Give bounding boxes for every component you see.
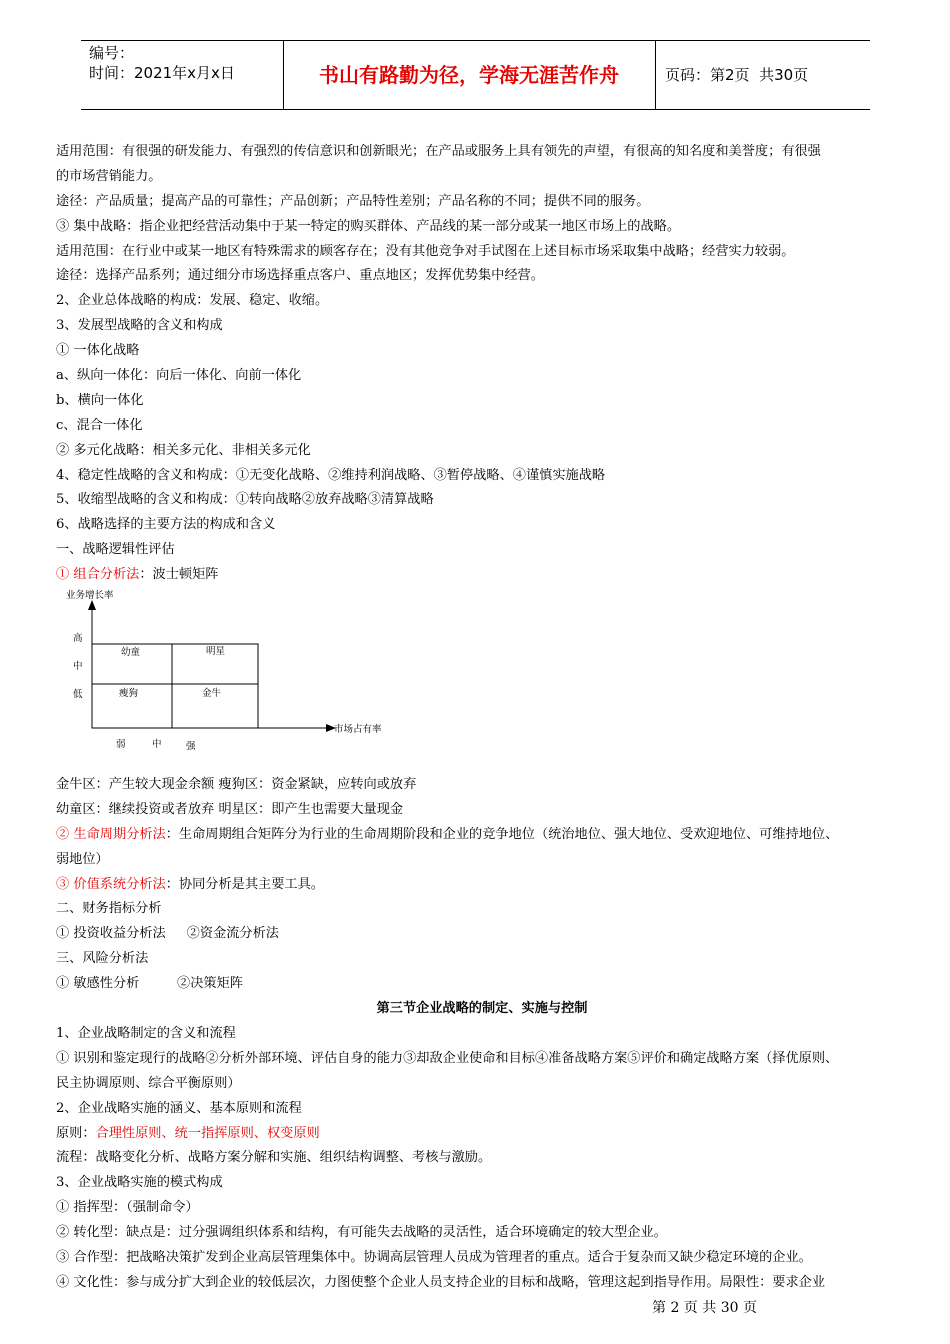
method-num: ① (56, 567, 74, 583)
text-line: 流程：战略变化分析、战略方案分解和实施、组织结构调整、考核与激励。 (56, 1150, 492, 1166)
method-num: ② (56, 826, 74, 842)
number-label: 编号： (89, 44, 135, 62)
text-line: ① 指挥型：（强制命令） (56, 1200, 199, 1216)
method-value-system (56, 873, 908, 898)
text-line: 弱地位） (56, 851, 109, 867)
method-desc: ：波士顿矩阵 (139, 567, 219, 583)
x-axis-label: 市场占有率 (334, 724, 382, 736)
y-tick: 低 (73, 689, 83, 701)
document-body (56, 140, 908, 1296)
text-line: ② 转化型：缺点是：过分强调组织体系和结构，有可能失去战略的灵活性，适合环境确定的较大型企业。 (56, 1225, 667, 1241)
text-line: c、混合一体化 (56, 417, 143, 433)
principle-label: 原则： (56, 1125, 96, 1141)
page-footer: 第 2 页 共 30 页 (652, 1300, 757, 1316)
text-line: ① 敏感性分析 ②决策矩阵 (56, 976, 243, 992)
text-line: 3、发展型战略的含义和构成 (56, 318, 223, 334)
text-line: ① 投资收益分析法 ②资金流分析法 (56, 926, 279, 942)
section-title: 第三节企业战略的制定、实施与控制 (376, 1001, 588, 1017)
text-line: 民主协调原则、综合平衡原则） (56, 1075, 241, 1091)
x-tick: 强 (186, 741, 196, 753)
text-line: ③ 合作型：把战略决策扩发到企业高层管理集体中。协调高层管理人员成为管理者的重点。适合于复杂而又缺少稳定环境的企业。 (56, 1249, 812, 1265)
text-line: a、纵向一体化：向后一体化、向前一体化 (56, 368, 302, 384)
method-desc: ：生命周期组合矩阵分为行业的生命周期阶段和企业的竞争地位（统治地位、强大地位、受欢迎地位、可维持地位、 (165, 826, 839, 842)
text-line: 的市场营销能力。 (56, 168, 162, 184)
header-motto: 书山有路勤为径，学海无涯苦作舟 (319, 63, 619, 87)
text-line: 适用范围：有很强的研发能力、有强烈的传信意识和创新眼光；在产品或服务上具有领先的声望，有很高的知名度和美誉度；有很强 (56, 144, 821, 159)
method-name: 生命周期分析法 (73, 826, 166, 842)
text-line: 3、企业战略实施的模式构成 (56, 1175, 223, 1191)
text-line: 途径：产品质量；提高产品的可靠性；产品创新；产品特性差别；产品名称的不同；提供不同的服务。 (56, 193, 650, 209)
text-line: 金牛区：产生较大现金余额 瘦狗区：资金紧缺，应转向或放弃 (56, 777, 417, 793)
header-meta (89, 43, 235, 83)
text-line: 2、企业总体战略的构成：发展、稳定、收缩。 (56, 293, 329, 309)
text-line: 二、财务指标分析 (56, 901, 162, 917)
text-line: 三、风险分析法 (56, 951, 149, 967)
text-line: 途径：选择产品系列；通过细分市场选择重点客户、重点地区；发挥优势集中经营。 (56, 268, 544, 284)
method-name: 组合分析法 (73, 567, 140, 583)
y-tick: 中 (73, 661, 83, 673)
text-line: 6、战略选择的主要方法的构成和含义 (56, 517, 276, 533)
text-line: 5、收缩型战略的含义和构成：①转向战略②放弃战略③清算战略 (56, 492, 434, 508)
header-divider (655, 41, 656, 109)
bcg-matrix (56, 588, 456, 773)
text-line: ② 多元化战略：相关多元化、非相关多元化 (56, 442, 311, 458)
text-line: ③ 集中战略：指企业把经营活动集中于某一特定的购买群体、产品线的某一部分或某一地区市场上的战略。 (56, 218, 681, 234)
text-line: ④ 文化性：参与成分扩大到企业的较低层次，力图使整个企业人员支持企业的目标和战略，管理这起到指导作用。局限性：要求企业 (56, 1274, 826, 1290)
method-lifecycle (56, 823, 908, 848)
y-axis-arrow (88, 600, 96, 610)
text-line: 一、战略逻辑性评估 (56, 542, 175, 558)
y-tick: 高 (73, 633, 83, 645)
cell-question-mark: 幼童 (121, 647, 141, 659)
method-num: ③ (56, 876, 74, 892)
method-desc: ：协同分析是其主要工具。 (165, 876, 324, 892)
text-line: b、横向一体化 (56, 392, 144, 408)
text-line: 1、企业战略制定的含义和流程 (56, 1025, 236, 1041)
y-axis-label: 业务增长率 (66, 590, 114, 602)
text-line: ① 一体化战略 (56, 343, 140, 359)
text-line: 4、稳定性战略的含义和构成：①无变化战略、②维持利润战略、③暂停战略、④谨慎实施战略 (56, 467, 606, 483)
cell-dog: 瘦狗 (119, 688, 139, 700)
x-tick: 弱 (116, 739, 126, 751)
page-header (81, 40, 870, 110)
text-line: ① 识别和鉴定现行的战略②分析外部环境、评估自身的能力③却敌企业使命和目标④准备战略方案⑤评价和确定战略方案（择优原则、 (56, 1050, 839, 1066)
method-name: 价值系统分析法 (73, 876, 166, 892)
header-page-info: 页码：第2页 共30页 (665, 66, 809, 84)
bcg-matrix-area (56, 588, 908, 773)
text-line: 幼童区：继续投资或者放弃 明星区：即产生也需要大量现金 (56, 801, 404, 817)
method-portfolio (56, 563, 908, 588)
cell-cash-cow: 金牛 (202, 688, 222, 700)
text-line: 适用范围：在行业中或某一地区有特殊需求的顾客存在；没有其他竞争对手试图在上述目标市场采取集中战略；经营实力较弱。 (56, 243, 795, 259)
time-label: 时间：2021年x月x日 (89, 64, 235, 82)
matrix-border (92, 644, 258, 728)
x-tick: 中 (152, 739, 162, 751)
cell-star: 明星 (206, 646, 226, 658)
text-line: 2、企业战略实施的涵义、基本原则和流程 (56, 1100, 302, 1116)
principle-line (56, 1122, 908, 1147)
principle-value: 合理性原则、统一指挥原则、权变原则 (95, 1125, 320, 1141)
